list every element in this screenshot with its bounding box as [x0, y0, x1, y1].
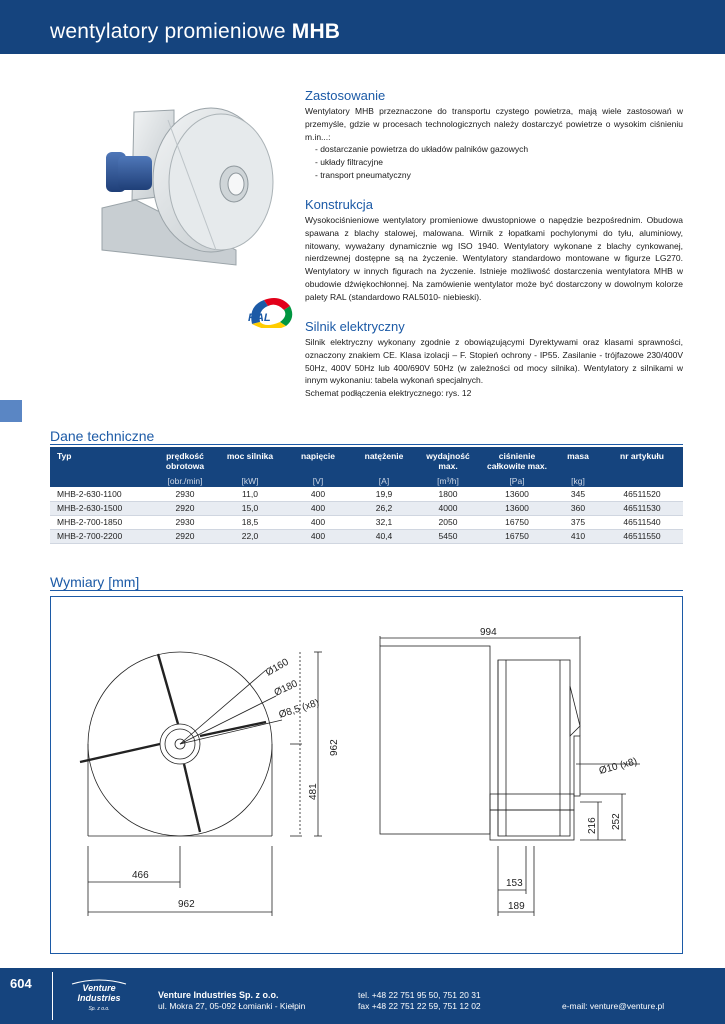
table-row — [50, 529, 683, 543]
silnik-text: Silnik elektryczny wykonany zgodnie z obowiązującymi Dyrektywami oraz klasami sprawności, oznaczony znakiem CE. Klasa izolacji – F. Stopień ochrony - IP55. Zasilanie - trójfazowe 230/400V 50Hz, 400V 50Hz lub 400/690V 50Hz (w zależności od mocy silnika). Wentylatory z silnikami w innym wykonaniu: tabela wykonań specjalnych. — [305, 337, 683, 386]
page-title-model: MHB — [291, 20, 341, 43]
konstrukcja-text: Wysokociśnieniowe wentylatory promieniowe dwustopniowe o napędzie bezpośrednim. Obudowa spawana z blachy stalowej, malowana. Wirnik z łopatkami pochylonymi do tyłu, aluminiowy, nitowany, wyważany dynamicznie wg ISO 1940. Wentylatory wykonane z blachy cynkowanej, nierdzewnej dostępne są na życzenie. Wentylatory standardowo montowane w figurze LG270. Wentylatory w innych figurach na życzenie. Istnieje możliwość dostarczenia wentylatora MHB w obudowie dźwiękochłonnej. Na zamówienie wentylator może być dostarczony w dowolnym kolorze palety RAL (standardowo RAL5010- niebieski). — [305, 215, 683, 302]
table-cell: 2050 — [417, 515, 479, 529]
venture-logo — [68, 978, 130, 1014]
company-email[interactable]: e-mail: venture@venture.pl — [562, 1001, 665, 1011]
col-header: wydajność max. — [417, 447, 479, 475]
col-unit: [V] — [285, 475, 351, 487]
zastosowanie-text: Wentylatory MHB przeznaczone do transportu czystego powietrza, mają wiele zastosowań w przemyśle, gdzie w procesach technologicznych należy dostarczyć powietrze o wysokim ciśnieniu m.in...: — [305, 106, 683, 142]
table-cell: 16750 — [479, 529, 555, 543]
list-item: - dostarczanie powietrza do układów palników gazowych — [315, 144, 529, 155]
table-cell: 19,9 — [351, 487, 417, 501]
table-cell: 375 — [555, 515, 601, 529]
table-cell: 15,0 — [215, 501, 285, 515]
table-cell: 2920 — [155, 501, 215, 515]
section-zastosowanie — [305, 88, 683, 182]
tech-unit-row — [50, 475, 683, 487]
ral-logo-text: RAL — [248, 312, 271, 324]
product-photo — [96, 100, 276, 275]
section-konstrukcja — [305, 197, 683, 304]
company-phone: tel. +48 22 751 95 50, 751 20 31 — [358, 990, 481, 1000]
col-unit — [601, 475, 683, 487]
col-header: masa — [555, 447, 601, 475]
col-unit: [m³/h] — [417, 475, 479, 487]
section-title-konstrukcja: Konstrukcja — [305, 197, 373, 212]
table-cell: 400 — [285, 529, 351, 543]
table-cell: 16750 — [479, 515, 555, 529]
dims-title: Wymiary [mm] — [50, 574, 140, 590]
tech-table — [50, 447, 683, 544]
col-unit: [kW] — [215, 475, 285, 487]
col-unit: [Pa] — [479, 475, 555, 487]
table-cell: 46511540 — [601, 515, 683, 529]
tech-title: Dane techniczne — [50, 428, 155, 444]
table-cell: 18,5 — [215, 515, 285, 529]
table-cell: 13600 — [479, 487, 555, 501]
list-item: - układy filtracyjne — [315, 157, 384, 168]
table-cell: 400 — [285, 487, 351, 501]
table-cell: 32,1 — [351, 515, 417, 529]
section-body-zastosowanie — [305, 105, 683, 182]
table-cell: 2930 — [155, 515, 215, 529]
table-cell: 400 — [285, 501, 351, 515]
dim-label-h252: 252 — [611, 813, 622, 830]
tech-title-rule — [50, 444, 683, 445]
table-cell: 5450 — [417, 529, 479, 543]
table-cell: MHB-2-630-1100 — [50, 487, 155, 501]
dim-label-d160: Ø160 — [264, 656, 291, 679]
dim-label-h481: 481 — [308, 783, 319, 800]
table-cell: 13600 — [479, 501, 555, 515]
company-name: Venture Industries Sp. z o.o. — [158, 990, 279, 1000]
col-unit: [obr./min] — [155, 475, 215, 487]
table-cell: MHB-2-630-1500 — [50, 501, 155, 515]
dim-label-w994: 994 — [480, 627, 497, 638]
table-cell: 345 — [555, 487, 601, 501]
table-cell: MHB-2-700-2200 — [50, 529, 155, 543]
dims-title-rule — [50, 590, 683, 591]
company-address: ul. Mokra 27, 05-092 Łomianki - Kiełpin — [158, 1001, 306, 1011]
section-title-zastosowanie: Zastosowanie — [305, 88, 386, 103]
table-cell: 11,0 — [215, 487, 285, 501]
table-cell: 22,0 — [215, 529, 285, 543]
page-number: 604 — [10, 976, 32, 991]
col-header: prędkość obrotowa — [155, 447, 215, 475]
table-cell: 26,2 — [351, 501, 417, 515]
page-title — [50, 20, 340, 44]
logo-line-2: Industries — [77, 993, 121, 1003]
col-unit: [A] — [351, 475, 417, 487]
col-header: Typ — [50, 447, 155, 475]
dim-label-h962: 962 — [329, 739, 340, 756]
table-cell: 4000 — [417, 501, 479, 515]
ral-logo — [246, 296, 296, 328]
table-cell: MHB-2-700-1850 — [50, 515, 155, 529]
logo-line-1: Venture — [82, 983, 116, 993]
silnik-schema: Schemat podłączenia elektrycznego: rys. 12 — [305, 388, 472, 399]
col-header: nr artykułu — [601, 447, 683, 475]
company-fax: fax +48 22 751 22 59, 751 12 02 — [358, 1001, 481, 1011]
table-cell: 2920 — [155, 529, 215, 543]
col-unit: [kg] — [555, 475, 601, 487]
table-cell: 46511530 — [601, 501, 683, 515]
table-cell: 400 — [285, 515, 351, 529]
dim-label-w962: 962 — [178, 899, 195, 910]
dim-label-d180: Ø180 — [272, 678, 300, 699]
table-cell: 46511550 — [601, 529, 683, 543]
col-header: napięcie — [285, 447, 351, 475]
col-header: ciśnienie całkowite max. — [479, 447, 555, 475]
section-silnik — [305, 319, 683, 400]
table-cell: 40,4 — [351, 529, 417, 543]
col-unit — [50, 475, 155, 487]
table-cell: 2930 — [155, 487, 215, 501]
table-row — [50, 501, 683, 515]
dim-label-d85: Ø8,5 (x8) — [277, 697, 321, 721]
list-item: - transport pneumatyczny — [315, 169, 411, 180]
dim-label-h216: 216 — [587, 817, 598, 834]
page-title-prefix: wentylatory promieniowe — [50, 20, 286, 43]
dim-label-d10: Ø10 (x8) — [597, 756, 639, 777]
footer-bar — [0, 968, 725, 1024]
section-title-silnik: Silnik elektryczny — [305, 319, 405, 334]
col-header: natężenie — [351, 447, 417, 475]
dim-label-w466: 466 — [132, 870, 149, 881]
table-cell: 1800 — [417, 487, 479, 501]
table-row — [50, 487, 683, 501]
table-row — [50, 515, 683, 529]
logo-line-3: Sp. z o.o. — [88, 1006, 110, 1012]
header-bar — [0, 0, 725, 54]
section-body-silnik — [305, 336, 683, 400]
tech-header-row — [50, 447, 683, 475]
side-tab-marker — [0, 400, 22, 422]
dim-label-w189: 189 — [508, 901, 525, 912]
col-header: moc silnika — [215, 447, 285, 475]
table-cell: 360 — [555, 501, 601, 515]
table-cell: 46511520 — [601, 487, 683, 501]
table-cell: 410 — [555, 529, 601, 543]
footer-divider — [52, 972, 53, 1020]
dimension-drawing — [50, 596, 683, 954]
dim-label-w153: 153 — [506, 878, 523, 889]
